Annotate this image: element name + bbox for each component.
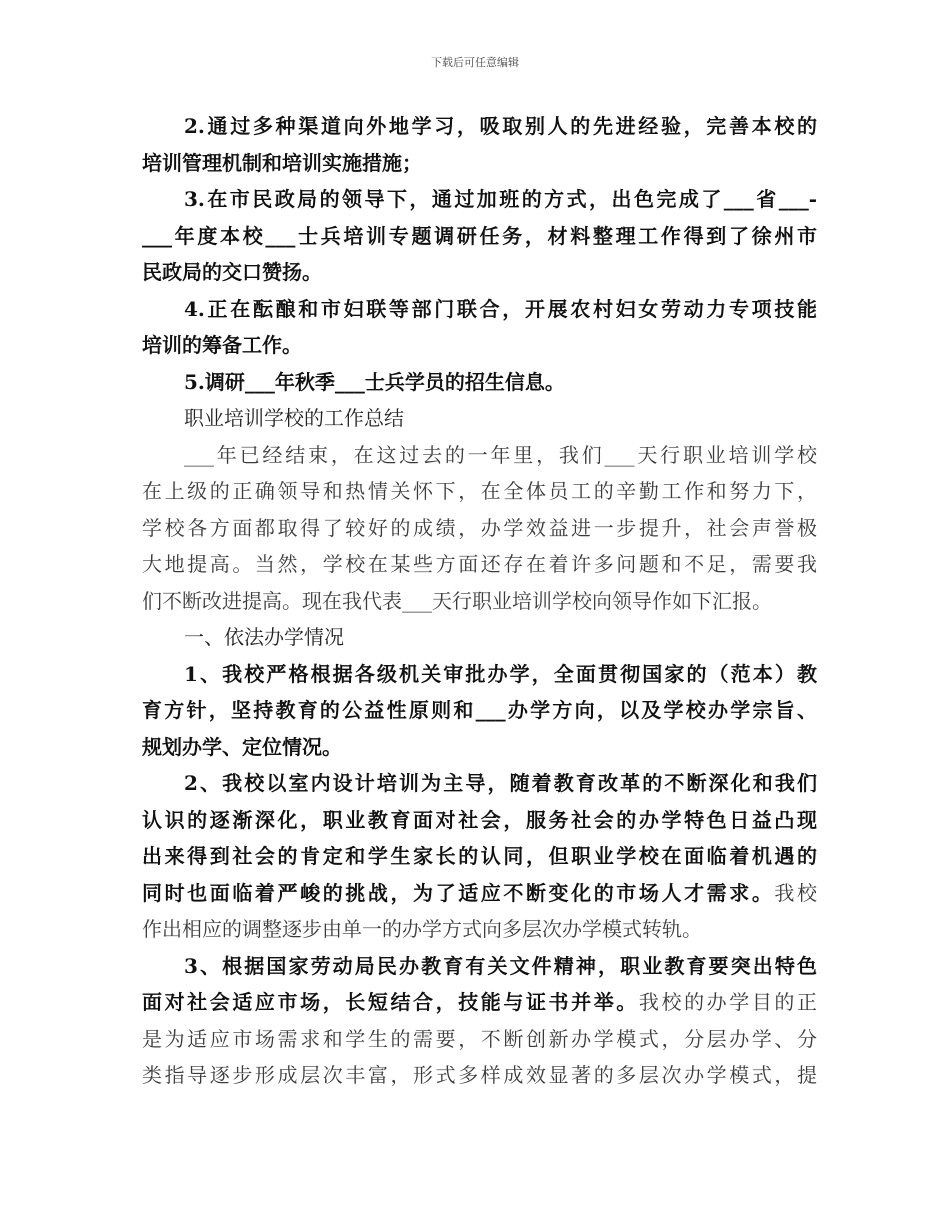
text-line: 育方针，坚持教育的公益性原则和___办学方向，以及学校办学宗旨、 bbox=[142, 698, 817, 722]
text-line: 1、我校严格根据各级机关审批办学，全面贯彻国家的（范本）教 bbox=[184, 661, 817, 686]
text-line bbox=[142, 875, 817, 912]
bold-text: 出来得到社会的肯定和学生家长的认同，但职业学校在面临着机遇的 bbox=[142, 844, 817, 868]
text-line: 学校各方面都取得了较好的成绩，办学效益进一步提升，社会声誉极 bbox=[142, 515, 817, 540]
text-line bbox=[142, 948, 817, 985]
text-line: 大地提高。当然，学校在某些方面还存在着许多问题和不足，需要我 bbox=[142, 552, 817, 576]
bold-text: 2、我校以室内设计培训为主导，随着教育改革的不断深化和我们 bbox=[184, 771, 817, 795]
text-line: 民政局的交口赞扬。 bbox=[142, 260, 322, 284]
text-line bbox=[142, 802, 817, 839]
text-line: 培训的筹备工作。 bbox=[142, 333, 302, 357]
page-header: 下载后可任意编辑 bbox=[431, 56, 519, 69]
text-line: 培训管理机制和培训实施措施； bbox=[142, 150, 422, 175]
text-line: 5.调研___年秋季___士兵学员的招生信息。 bbox=[184, 369, 565, 394]
normal-text: 我校 bbox=[774, 880, 817, 905]
text-line: 在上级的正确领导和热情关怀下，在全体员工的辛勤工作和努力下， bbox=[142, 479, 817, 503]
text-line bbox=[142, 1021, 817, 1058]
text-line: 们不断改进提高。现在我代表___天行职业培训学校向领导作如下汇报。 bbox=[142, 588, 772, 613]
paragraph-item-4 bbox=[142, 291, 817, 364]
text-line bbox=[142, 838, 817, 875]
bold-text: 3、根据国家劳动局民办教育有关文件精神，职业教育要突出特色 bbox=[184, 953, 817, 978]
paragraph-item-3 bbox=[142, 181, 817, 291]
text-line: 职业培训学校的工作总结 bbox=[184, 406, 404, 430]
normal-text: 我校的办学目的正 bbox=[638, 990, 817, 1014]
document-body bbox=[142, 108, 817, 1094]
section-title bbox=[142, 400, 817, 437]
bold-text: 认识的逐渐深化，职业教育面对社会，服务社会的办学特色日益凸现 bbox=[142, 807, 817, 832]
text-line: 一、依法办学情况 bbox=[184, 625, 344, 649]
paragraph-point-1 bbox=[142, 656, 817, 766]
normal-text: 作出相应的调整逐步由单一的办学方式向多层次办学模式转轨。 bbox=[142, 917, 702, 941]
text-line bbox=[142, 765, 817, 802]
text-line: ___年已经结束，在这过去的一年里，我们___天行职业培训学校 bbox=[184, 442, 817, 467]
paragraph-point-3 bbox=[142, 948, 817, 1094]
text-line: 规划办学、定位情况。 bbox=[142, 734, 342, 759]
normal-text: 是为适应市场需求和学生的需要，不断创新办学模式，分层办学、分 bbox=[142, 1026, 817, 1051]
section-heading bbox=[142, 619, 817, 656]
paragraph-point-2 bbox=[142, 765, 817, 948]
text-line: 3.在市民政局的领导下，通过加班的方式，出色完成了___省___- bbox=[184, 187, 817, 211]
summary-paragraph bbox=[142, 437, 817, 620]
text-line bbox=[142, 1057, 817, 1094]
bold-text: 同时也面临着严峻的挑战，为了适应不断变化的市场人才需求。 bbox=[142, 880, 775, 905]
normal-text: 类指导逐步形成层次丰富，形式多样成效显著的多层次办学模式，提 bbox=[142, 1063, 817, 1087]
paragraph-item-5 bbox=[142, 364, 817, 401]
text-line: ___年度本校___士兵培训专题调研任务，材料整理工作得到了徐州市 bbox=[142, 223, 817, 248]
text-line: 2.通过多种渠道向外地学习，吸取别人的先进经验，完善本校的 bbox=[184, 114, 817, 138]
paragraph-item-2 bbox=[142, 108, 817, 181]
text-line bbox=[142, 984, 817, 1021]
bold-text: 面对社会适应市场，长短结合，技能与证书并举。 bbox=[142, 990, 639, 1014]
text-line: 4.正在酝酿和市妇联等部门联合，开展农村妇女劳动力专项技能 bbox=[184, 296, 817, 321]
text-line bbox=[142, 911, 817, 948]
